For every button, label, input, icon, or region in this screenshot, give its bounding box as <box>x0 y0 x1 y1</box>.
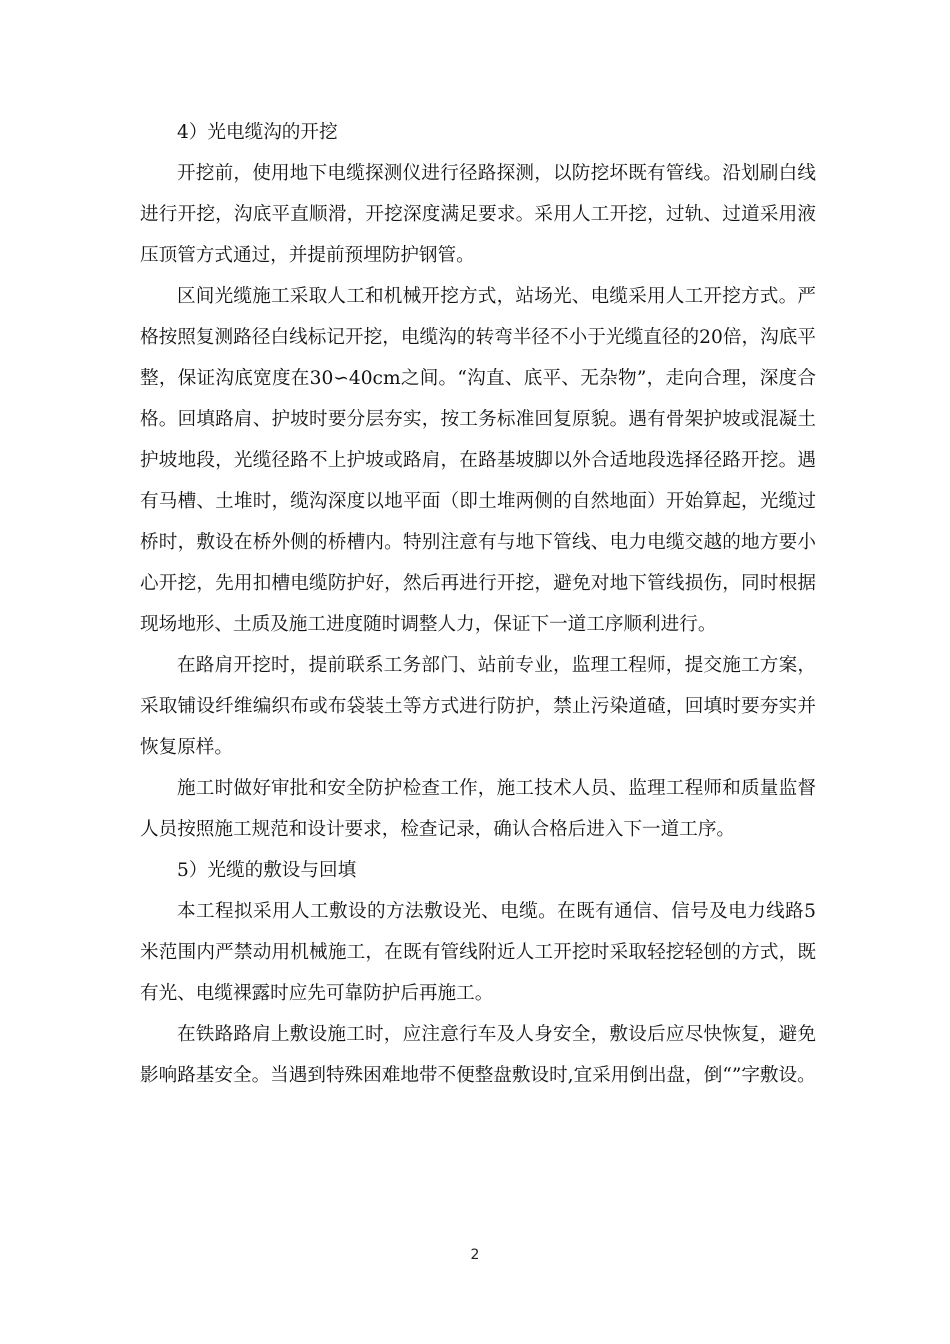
paragraph-approval-inspection: 施工时做好审批和安全防护检查工作，施工技术人员、监理工程师和质量监督人员按照施工规范和设计要求，检查记录，确认合格后进入下一道工序。 <box>140 778 816 840</box>
paragraph-manual-laying: 本工程拟采用人工敷设的方法敷设光、电缆。在既有通信、信号及电力线路5米范围内严禁动用机械施工，在既有管线附近人工开挖时采取轻挖轻刨的方式，既有光、电缆裸露时应先可靠防护后再施工。 <box>140 901 816 1004</box>
page-number: 2 <box>470 1247 480 1263</box>
document-body <box>140 112 816 1096</box>
paragraph-pre-excavation: 开挖前，使用地下电缆探测仪进行径路探测，以防挖坏既有管线。沿划刷白线进行开挖，沟底平直顺滑，开挖深度满足要求。采用人工开挖，过轨、过道采用液压顶管方式通过，并提前预埋防护钢管。 <box>140 163 816 266</box>
paragraph-road-shoulder-excavation: 在路肩开挖时，提前联系工务部门、站前专业，监理工程师，提交施工方案，采取铺设纤维编织布或布袋装土等方式进行防护，禁止污染道碴，回填时要夯实并恢复原样。 <box>140 655 816 758</box>
section-heading-cable-laying: 5）光缆的敷设与回填 <box>177 860 357 881</box>
paragraph-shoulder-laying: 在铁路路肩上敷设施工时，应注意行车及人身安全，敷设后应尽快恢复，避免影响路基安全。当遇到特殊困难地带不便整盘敷设时,宜采用倒出盘，倒“”字敷设。 <box>140 1024 816 1086</box>
paragraph-section-cable-construction: 区间光缆施工采取人工和机械开挖方式，站场光、电缆采用人工开挖方式。严格按照复测路径白线标记开挖，电缆沟的转弯半径不小于光缆直径的20倍，沟底平整，保证沟底宽度在30∽40cm之间。“沟直、底平、无杂物”，走向合理，深度合格。回填路肩、护坡时要分层夯实，按工务标准回复原貌。遇有骨架护坡或混凝土护坡地段，光缆径路不上护坡或路肩，在路基坡脚以外合适地段选择径路开挖。遇有马槽、土堆时，缆沟深度以地平面（即土堆两侧的自然地面）开始算起，光缆过桥时，敷设在桥外侧的桥槽内。特别注意有与地下管线、电力电缆交越的地方要小心开挖，先用扣槽电缆防护好，然后再进行开挖，避免对地下管线损伤，同时根据现场地形、土质及施工进度随时调整人力，保证下一道工序顺利进行。 <box>140 286 816 635</box>
section-heading-cable-trench: 4）光电缆沟的开挖 <box>177 122 338 143</box>
